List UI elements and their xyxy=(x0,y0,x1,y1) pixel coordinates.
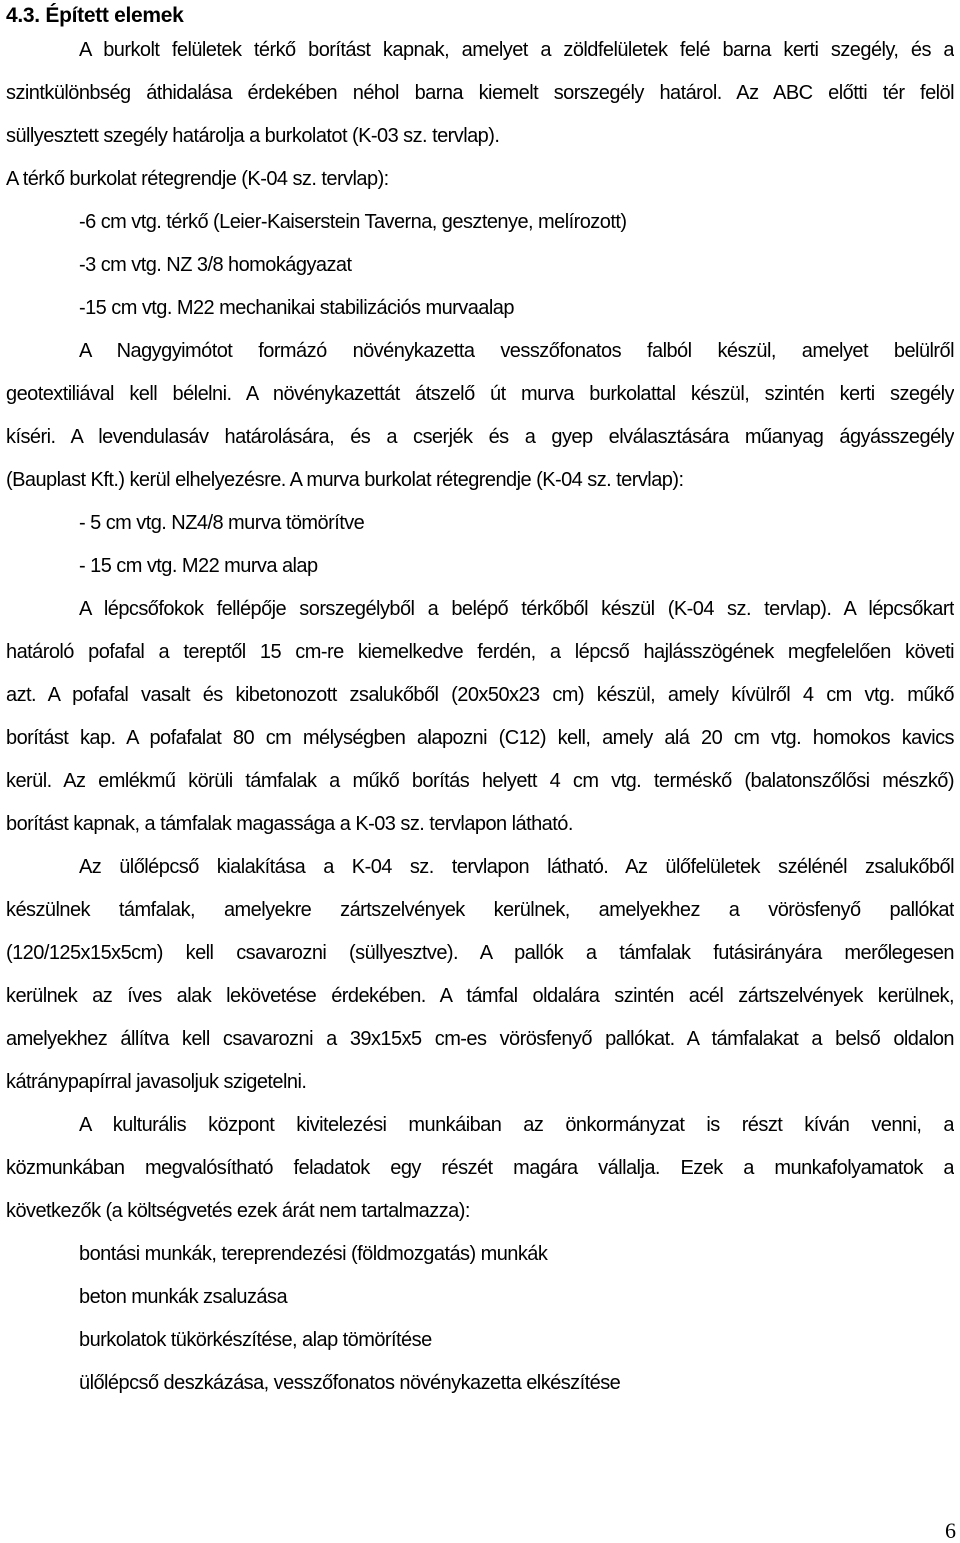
document-page xyxy=(6,0,954,1405)
text-line: A térkő burkolat rétegrendje (K-04 sz. tervlap): xyxy=(6,168,389,190)
text-line: A lépcsőfokok fellépője sorszegélyből a belépő térkőből készül (K-04 sz. tervlap). A lépcsőkart xyxy=(79,598,954,620)
text-line: A Nagygyimótot formázó növénykazetta vesszőfonatos falból készül, amelyet belülről xyxy=(79,340,954,362)
text-line: azt. A pofafal vasalt és kibetonozott zsalukőből (20x50x23 cm) készül, amely kívülről 4 cm vtg. műkő xyxy=(6,684,954,706)
text-line: beton munkák zsaluzása xyxy=(79,1286,288,1308)
text-line: -3 cm vtg. NZ 3/8 homokágyazat xyxy=(79,254,352,276)
text-line: geotextiliával kell bélelni. A növénykazettát átszelő út murva burkolattal készül, szintén kerti szegély xyxy=(6,383,954,405)
text-line: határoló pofafal a tereptől 15 cm-re kiemelkedve ferdén, a lépcső hajlásszögének megfelelően követi xyxy=(6,641,954,663)
text-line: (120/125x15x5cm) kell csavarozni (süllyesztve). A pallók a támfalak futásirányára merőlegesen xyxy=(6,942,954,964)
text-line: - 5 cm vtg. NZ4/8 murva tömörítve xyxy=(79,512,365,534)
text-line: - 15 cm vtg. M22 murva alap xyxy=(79,555,318,577)
text-line: A burkolt felületek térkő borítást kapnak, amelyet a zöldfelületek felé barna kerti szegély, és a xyxy=(79,39,954,61)
text-line: Az ülőlépcső kialakítása a K-04 sz. tervlapon látható. Az ülőfelületek szélénél zsalukőből xyxy=(79,856,954,878)
text-line: bontási munkák, tereprendezési (földmozgatás) munkák xyxy=(79,1243,548,1265)
text-line: szintkülönbség áthidalása érdekében néhol barna kiemelt sorszegély határol. Az ABC előtti tér felöl xyxy=(6,82,954,104)
text-line: amelyekhez állítva kell csavarozni a 39x15x5 cm-es vörösfenyő pallókat. A támfalakat a belső oldalon xyxy=(6,1028,954,1050)
text-line: következők (a költségvetés ezek árát nem tartalmazza): xyxy=(6,1200,470,1222)
text-line: süllyesztett szegély határolja a burkolatot (K-03 sz. tervlap). xyxy=(6,125,500,147)
text-line: borítást kap. A pofafalat 80 cm mélységben alapozni (C12) kell, amely alá 20 cm vtg. homokos kavics xyxy=(6,727,954,749)
text-line: burkolatok tükörkészítése, alap tömörítése xyxy=(79,1329,432,1351)
body-text xyxy=(6,29,954,1405)
page-number: 6 xyxy=(945,1518,956,1543)
text-line: (Bauplast Kft.) kerül elhelyezésre. A murva burkolat rétegrendje (K-04 sz. tervlap): xyxy=(6,469,684,491)
text-line: közmunkában megvalósítható feladatok egy részét magára vállalja. Ezek a munkafolyamatok a xyxy=(6,1157,954,1179)
text-line: készülnek támfalak, amelyekre zártszelvények kerülnek, amelyekhez a vörösfenyő pallókat xyxy=(6,899,954,921)
text-line: kátránypapírral javasoljuk szigetelni. xyxy=(6,1071,307,1093)
text-line: kíséri. A levendulasáv határolására, és a cserjék és a gyep elválasztására műanyag ágyásszegély xyxy=(6,426,954,448)
text-line: -15 cm vtg. M22 mechanikai stabilizációs murvaalap xyxy=(79,297,514,319)
text-line: kerülnek az íves alak lekövetése érdekében. A támfal oldalára szintén acél zártszelvények kerülnek, xyxy=(6,985,954,1007)
text-line: -6 cm vtg. térkő (Leier-Kaiserstein Taverna, gesztenye, melírozott) xyxy=(79,211,627,233)
text-line: A kulturális központ kivitelezési munkáiban az önkormányzat is részt kíván venni, a xyxy=(79,1114,954,1136)
text-line: kerül. Az emlékmű körüli támfalak a műkő borítás helyett 4 cm vtg. terméskő (balatonszőlősi mészkő) xyxy=(6,770,954,792)
text-line: ülőlépcső deszkázása, vesszőfonatos növénykazetta elkészítése xyxy=(79,1372,621,1394)
text-line: borítást kapnak, a támfalak magassága a K-03 sz. tervlapon látható. xyxy=(6,813,573,835)
section-heading: 4.3. Épített elemek xyxy=(6,4,184,27)
